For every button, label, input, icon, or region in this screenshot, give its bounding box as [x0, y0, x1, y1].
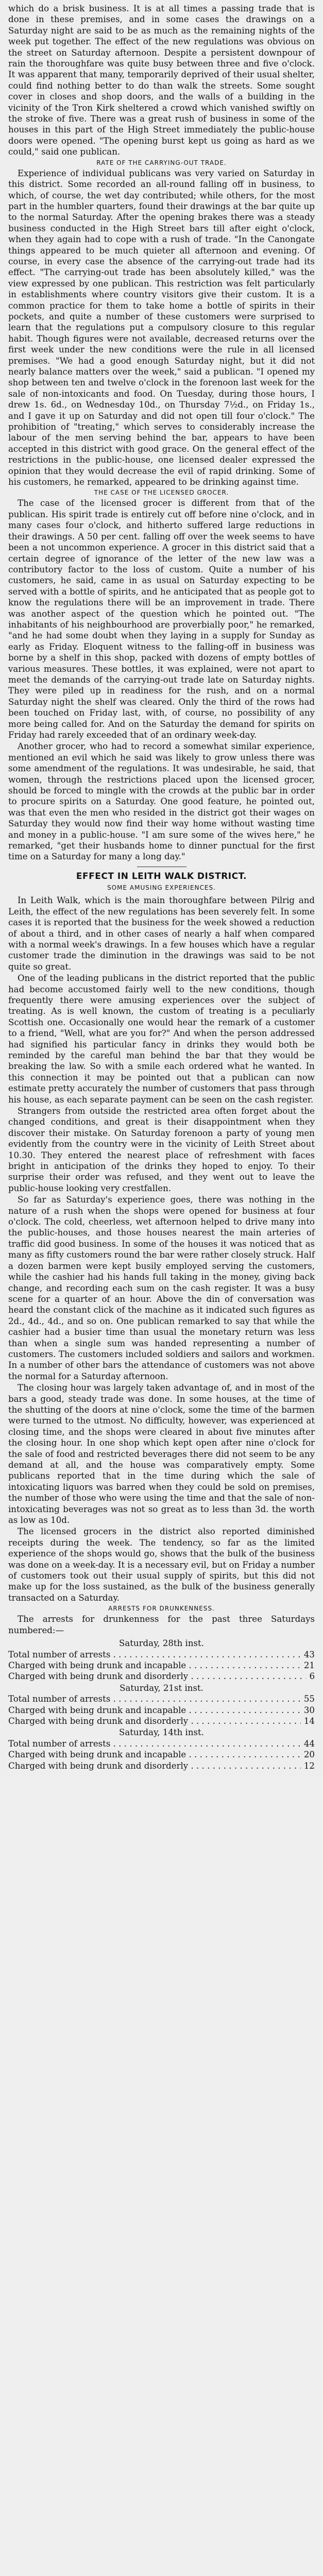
stats-value: 30: [303, 1705, 315, 1715]
stats-value: 43: [303, 1649, 315, 1659]
stats-date: Saturday, 21st inst.: [120, 1683, 203, 1693]
leith-walk-paragraph: So far as Saturday's experience goes, there was nothing in the nature of a rush when the shops were opened for business at four o'clock. The cold, cheerless, wet afternoon helped to drive many into the public-houses, and those houses nearest the main arteries of traffic did good business. In some of the houses it was noticed that as many as fifty customers round the bar were rather closely struck. Half a dozen barmen were kept busily employed serving the customers, while the cashier had his hands full taking in the money, giving back change, and recording each sum on the cash register. It was a busy scene for a quarter of an hour. Above the din of conversation was heard the constant click of the machine as it indicated such figures as 2d., 4d., 4d., and so on. One publican remarked to say that while the cashier had a busier time than usual the monetary return was less than when a single sum was handed representing a number of customers. The customers included soldiers and sailors and workmen. In a number of other bars the attendance of customers was not above the normal for a Saturday afternoon.: [8, 1195, 315, 1381]
leith-walk-paragraph: Strangers from outside the restricted area often forget about the changed conditions, and great is their disappointment when they discover their mistake. On Saturday forenoon a party of young men evidently from the country were in the vicinity of Leith Street about 10.30. They entered the nearest place of refreshment with faces bright in anticipation of the drinks they hoped to enjoy. To their surprise their order was refused, and they went out to leave the public-house looking very crestfallen.: [8, 1106, 315, 1193]
stats-date: Saturday, 28th inst.: [119, 1638, 204, 1649]
stats-label: Total number of arrests . . .: [8, 1738, 301, 1749]
stats-label: Charged with being drunk and incapable . . .: [8, 1660, 301, 1671]
stats-value: 21: [303, 1660, 315, 1670]
stats-value: 55: [303, 1694, 315, 1704]
leith-walk-paragraph: In Leith Walk, which is the main thoroughfare between Pilrig and Leith, the effect of the new regulations has been severely felt. In some cases it is reported that the business for the week showed a reduction of about a third, and in other cases of nearly a half when compared with a normal week's drawings. In a few houses which have a regular customer trade the diminution in the drawings was said to be not quite so great.: [8, 895, 315, 972]
arrests-intro: The arrests for drunkenness for the past three Saturdays numbered:—: [8, 1614, 315, 1635]
stats-group: [8, 1727, 315, 1771]
stats-label: Charged with being drunk and incapable . . .: [8, 1749, 301, 1760]
stats-row: [8, 1705, 315, 1716]
leith-walk-paragraph: The licensed grocers in the district also reported diminished receipts during the week. The tendency, so far as the limited experience of the shops would go, shows that the bulk of the business was done on a week-day. It is a necessary evil, but on Friday a number of customers took out their usual supply of spirits, but this did not make up for the loss sustained, as the bulk of the business generally transacted on a Saturday.: [8, 1527, 315, 1603]
stats-label: Charged with being drunk and incapable . . .: [8, 1705, 301, 1716]
stats-label: Charged with being drunk and disorderly . . .: [8, 1671, 306, 1682]
intro-paragraph: which do a brisk business. It is at all times a passing trade that is done in these premises, and in some cases the drawings on a Saturday night are said to be as much as the remaining nights of the week put together. The effect of the new regulations was obvious on the street on Saturday afternoon. Despite a persistent downpour of rain the thoroughfare was quite busy between three and five o'clock. It was apparent that many, temporarily deprived of their usual shelter, could find nothing better to do than walk the streets. Some sought cover in closes and shop doors, and the walls of a building in the vicinity of the Tron Kirk sheltered a crowd which vanished swiftly on the stroke of five. There was a great rush of business in some of the houses in this part of the High Street immediately the public-house doors were opened. "The opening burst kept us going as hard as we could," said one publican.: [8, 4, 315, 157]
stats-row: [8, 1649, 315, 1660]
leith-walk-paragraph: The closing hour was largely taken advantage of, and in most of the bars a good, steady trade was done. In some houses, at the time of the shutting of the doors at nine o'clock, some the time of the barmen were turned to the utmost. No difficulty, however, was experienced at closing time, and the shops were cleared in about five minutes after the closing hour. In one shop which kept open after nine o'clock for the sale of food and restricted beverages there did not seem to be any demand at all, and the house was comparatively empty. Some publicans reported that in the time during which the sale of intoxicating liquors was barred when they could be sold on premises, the number of those who were using the time and that the sale of non-intoxicating beverages was not so great as to less than 3d. the worth as low as 10d.: [8, 1383, 315, 1526]
licensed-grocer-paragraph: The case of the licensed grocer is different from that of the publican. His spirit trade is entirely cut off before nine o'clock, and in many cases four o'clock, and hitherto suffered large reductions in their drawings. A 50 per cent. falling off over the week seems to have been a not uncommon experience. A grocer in this district said that a certain degree of ignorance of the letter of the new law was a contributory factor to the loss of custom. Quite a number of his customers, he said, came in as usual on Saturday expecting to be served with a bottle of spirits, and he anticipated that as people got to know the regulations there will be an improvement in trade. There was another aspect of the question which he pointed out. "The inhabitants of his neighbourhood are proverbially poor," he remarked, "and he had some doubt when they laying in a supply for Sunday as early as Friday. Eloquent witness to the falling-off in business was borne by a shelf in this shop, packed with dozens of empty bottles of various measures. These bottles, it was explained, were not apart to meet the demands of the carrying-out trade late on Saturday nights. They were piled up in readiness for the rush, and on a normal Saturday night the shelf was cleared. Only the third of the rows had been touched on Friday last, with, of course, no possibility of any more being called for. And on the Saturday the demand for spirits on Friday had rarely exceeded that of an ordinary week-day.: [8, 498, 315, 740]
stats-value: 14: [303, 1716, 315, 1726]
stats-row: [8, 1693, 315, 1704]
stats-date: Saturday, 14th inst.: [119, 1727, 204, 1738]
stats-row: [8, 1660, 315, 1671]
stats-group: [8, 1683, 315, 1727]
stats-row: [8, 1671, 315, 1682]
leith-walk-paragraph: One of the leading publicans in the district reported that the public had become accustomed fairly well to the new conditions, though frequently there were amusing experiences over the subject of treating. As is well known, the custom of treating is a peculiarly Scottish one. Occasionally one would hear the remark of a customer to a friend, "Well, what are you for?" And when the person addressed had signified his particular fancy in drinks they would both be reminded by the careful man behind the bar that they would be breaking the law. So with a smile each ordered what he wanted. In this connection it may be pointed out that a publican can now estimate pretty accurately the number of customers that pass through his house, as each separate payment can be seen on the cash register.: [8, 973, 315, 1105]
stats-row: [8, 1716, 315, 1726]
arrests-statistics: [8, 1638, 315, 1771]
stats-label: Charged with being drunk and disorderly . . .: [8, 1760, 301, 1771]
stats-label: Charged with being drunk and disorderly . . .: [8, 1716, 301, 1726]
section-heading-carrying-out-trade: RATE OF THE CARRYING-OUT TRADE.: [96, 159, 227, 166]
stats-row: [8, 1760, 315, 1771]
carrying-out-trade-paragraph: Experience of individual publicans was very varied on Saturday in this district. Some recorded an all-round falling off in business, to which, of course, the wet day contributed; while others, for the most part in the humbler quarters, found their drawings at the bar quite up to the normal Saturday. After the opening brakes there was a steady business conducted in the High Street bars till after eight o'clock, when they again had to cope with a rush of trade. "In the Canongate things appeared to be much quieter all afternoon and evening. Of course, in every case the absence of the carrying-out trade had its effect. "The carrying-out trade has been absolutely killed," was the view expressed by one publican. This restriction was felt particularly in establishments where country visitors give their custom. It is a common practice for them to take home a bottle of spirits in their pockets, and quite a number of these customers were surprised to learn that the regulations put a compulsory closure to this regular habit. Though figures were not available, decreased returns over the first week under the new conditions were the rule in all licensed premises. "We had a good enough Saturday night, but it did not nearly balance matters over the week," said a publican. "I opened my shop between ten and twelve o'clock in the forenoon last week for the sale of non-intoxicants and food. On Tuesday, during those hours, I drew 1s. 6d., on Wednesday 10d., on Thursday 7½d., on Friday 1s., and I gave it up on Saturday and did not open till four o'clock." The prohibition of "treating," which serves to considerably increase the labour of the men serving behind the bar, appears to have been accepted in this district with good grace. On the general effect of the restrictions in the public-house, one licensed dealer expressed the opinion that they would decrease the evil of rapid drinking. Some of his customers, he remarked, appeared to be drinking against time.: [8, 168, 315, 487]
stats-value: 44: [303, 1738, 315, 1749]
stats-row: [8, 1749, 315, 1760]
section-heading-licensed-grocer: THE CASE OF THE LICENSED GROCER.: [94, 489, 229, 497]
leith-walk-headline: EFFECT IN LEITH WALK DISTRICT.: [76, 871, 247, 882]
stats-label: Total number of arrests . . .: [8, 1693, 301, 1704]
stats-value: 12: [303, 1760, 315, 1771]
licensed-grocer-paragraph: Another grocer, who had to record a somewhat similar experience, mentioned an evil which he said was likely to grow unless there was some amendment of the regulations. It was undesirable, he said, that women, through the restrictions placed upon the licensed grocer, should be forced to mingle with the crowds at the public bar in order to procure spirits on a Saturday. One good feature, he pointed out, was that even the men who resided in the district got their wages on Saturday they would now find their way home without wasting time and money in a public-house. "I am sure some of the wives here," he remarked, "get their husbands home to dinner punctual for the first time on a Saturday for many a long day.": [8, 741, 315, 862]
stats-label: Total number of arrests . . .: [8, 1649, 301, 1660]
stats-value: 20: [303, 1750, 315, 1760]
stats-group: [8, 1638, 315, 1682]
leith-walk-subheadline: SOME AMUSING EXPERIENCES.: [107, 884, 216, 891]
stats-value: 6: [309, 1671, 315, 1682]
stats-row: [8, 1738, 315, 1749]
arrests-heading: ARRESTS FOR DRUNKENNESS.: [108, 1605, 215, 1613]
